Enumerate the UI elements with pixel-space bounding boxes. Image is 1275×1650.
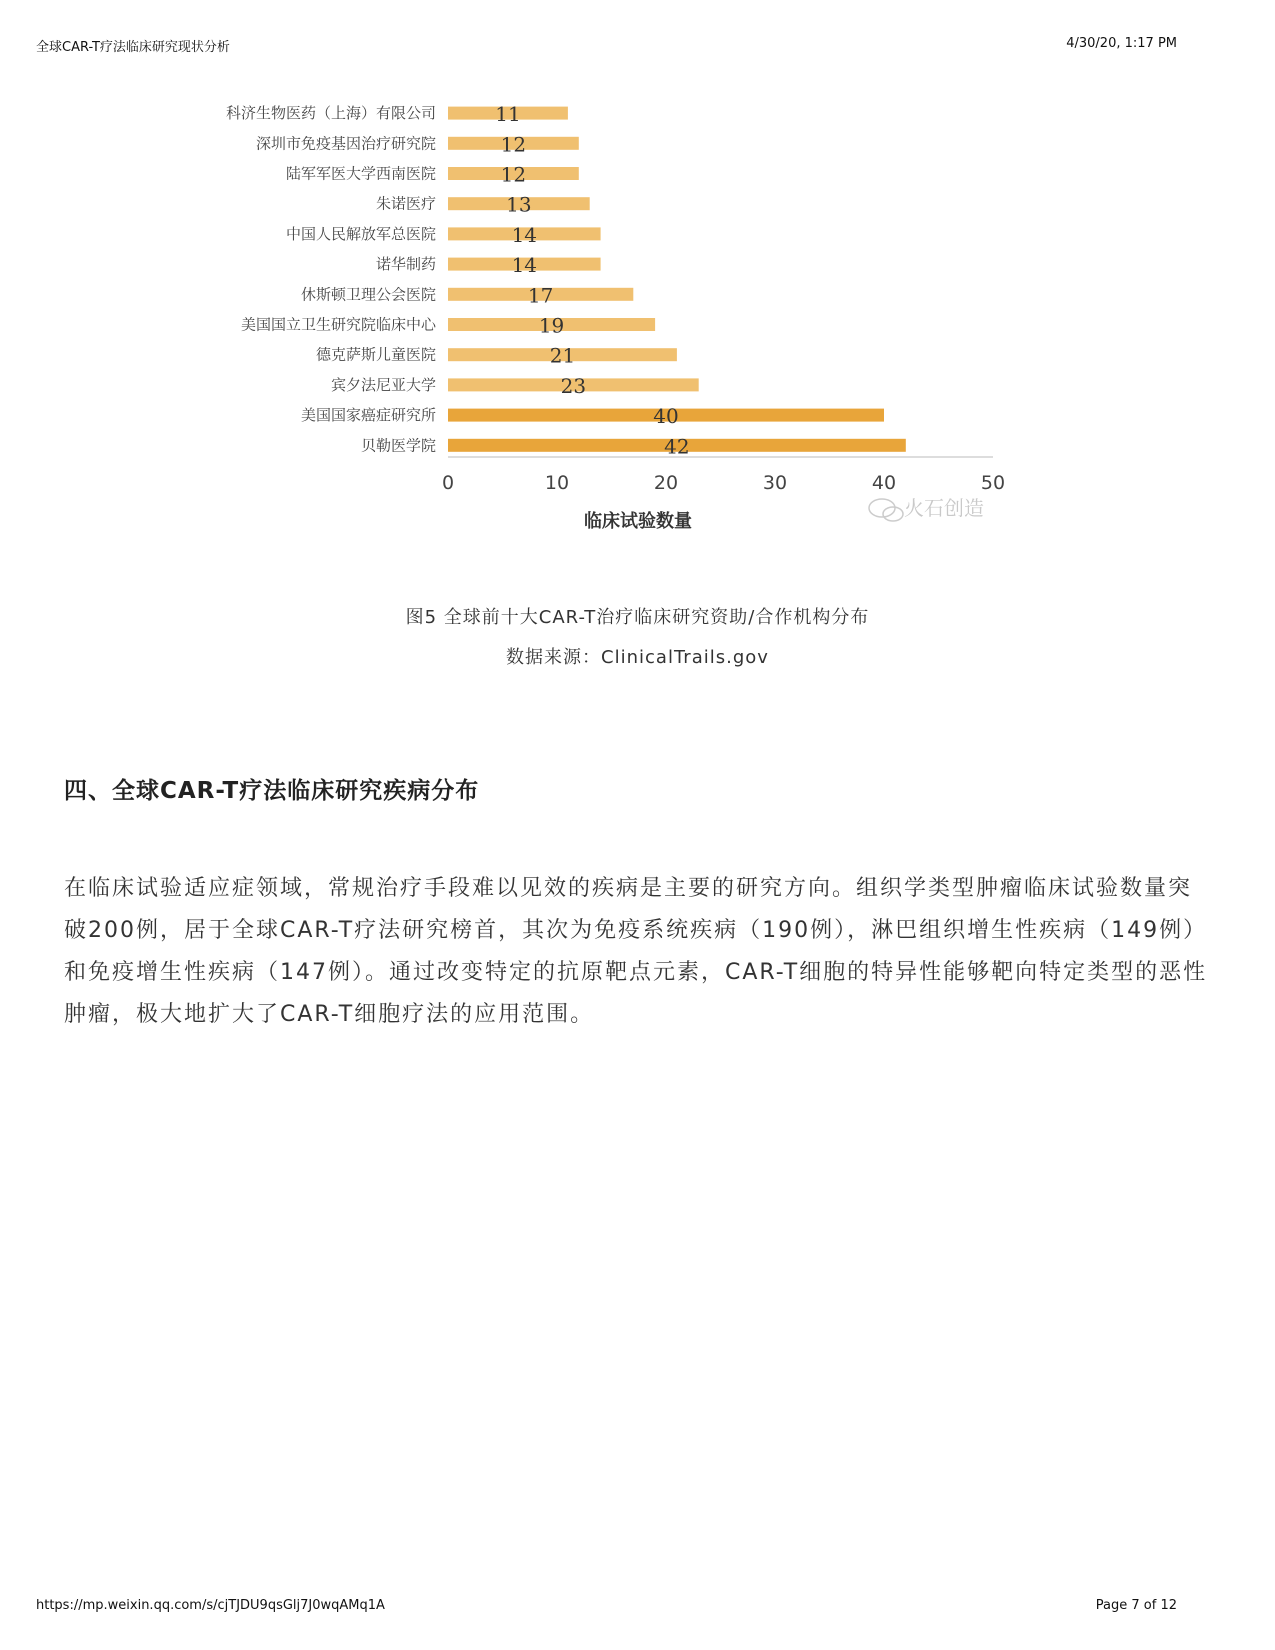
category-label: 贝勒医学院 [360, 436, 436, 455]
data-label: 12 [500, 162, 527, 187]
header-datetime: 4/30/20, 1:17 PM [1066, 36, 1177, 51]
category-label: 德克萨斯儿童医院 [315, 345, 436, 364]
data-label: 19 [538, 313, 565, 338]
data-label: 17 [527, 283, 554, 308]
category-label: 诺华制药 [375, 255, 436, 274]
data-label: 40 [653, 404, 679, 429]
category-label: 陆军军医大学西南医院 [285, 164, 436, 183]
watermark: 火石创造 [904, 496, 984, 520]
footer-url[interactable]: https://mp.weixin.qq.com/s/cjTJDU9qsGlj7J0wqAMq1A [36, 1598, 385, 1613]
section-paragraph: 在临床试验适应症领域，常规治疗手段难以见效的疾病是主要的研究方向。组织学类型肿瘤临床试验数量突破200例，居于全球CAR-T疗法研究榜首，其次为免疫系统疾病（190例），淋巴组织增生性疾病（149例）和免疫增生性疾病（147例）。通过改变特定的抗原靶点元素，CAR-T细胞的特异性能够靶向特定类型的恶性肿瘤，极大地扩大了CAR-T细胞疗法的应用范围。 [64, 876, 1208, 1027]
category-label: 科济生物医药（上海）有限公司 [225, 104, 436, 123]
x-tick-label: 30 [762, 472, 788, 494]
x-axis-ticks [442, 472, 1005, 494]
x-tick-label: 40 [871, 472, 897, 494]
x-tick-label: 0 [441, 472, 455, 494]
data-label: 12 [500, 132, 527, 157]
data-label: 11 [495, 102, 521, 127]
category-label: 美国国家癌症研究所 [300, 406, 436, 425]
data-label: 13 [506, 192, 532, 217]
category-label: 休斯顿卫理公会医院 [300, 285, 436, 304]
bar-chart [190, 95, 1020, 545]
data-label: 42 [664, 434, 690, 459]
category-label: 美国国立卫生研究院临床中心 [240, 315, 436, 334]
x-tick-label: 20 [653, 472, 679, 494]
header-title: 全球CAR-T疗法临床研究现状分析 [36, 40, 230, 55]
category-label: 深圳市免疫基因治疗研究院 [255, 134, 436, 153]
x-axis-title: 临床试验数量 [584, 511, 692, 532]
figure-caption: 图5 全球前十大CAR-T治疗临床研究资助/合作机构分布 [405, 607, 870, 628]
x-tick-label: 10 [544, 472, 570, 494]
data-label: 14 [511, 253, 538, 278]
data-label: 23 [560, 373, 587, 398]
category-label: 中国人民解放军总医院 [285, 224, 436, 243]
section-heading: 四、全球CAR-T疗法临床研究疾病分布 [64, 778, 480, 804]
category-label: 朱诺医疗 [375, 194, 436, 213]
figure-source: 数据来源：ClinicalTrails.gov [506, 647, 769, 668]
chart-bars [226, 102, 906, 458]
watermark-icon [869, 499, 903, 521]
footer-page: Page 7 of 12 [1095, 1598, 1177, 1613]
data-label: 14 [511, 222, 538, 247]
category-label: 宾夕法尼亚大学 [330, 375, 436, 394]
x-tick-label: 50 [980, 472, 1006, 494]
data-label: 21 [549, 343, 576, 368]
